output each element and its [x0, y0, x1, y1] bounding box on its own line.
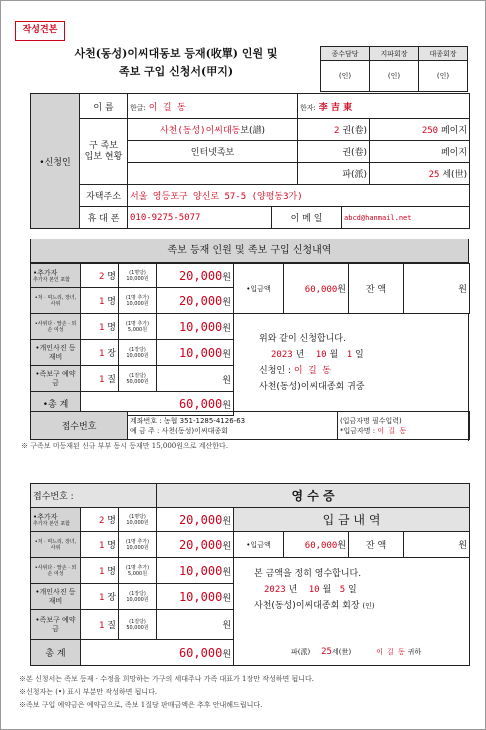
r-item-4-price-top: (1장당) — [129, 590, 146, 597]
r-item-2-price-top: (1명 추가) — [125, 538, 150, 545]
total-label: •총 계 — [31, 392, 81, 416]
deposit-label: •입금액 — [234, 264, 284, 314]
item-1-unit: 명 — [107, 272, 116, 282]
r-item-3-price-bot: 5,000원 — [127, 570, 148, 577]
account-label: 계좌번호 : — [130, 416, 162, 425]
r-item-1-count: 2 — [99, 516, 105, 526]
r-item-1-unit: 명 — [107, 516, 116, 526]
r-item-5-label: •족보구 예약금 — [31, 610, 81, 640]
r-item-1-amount: 20,000 — [178, 512, 223, 527]
r-item-2-count: 1 — [99, 541, 105, 551]
r-item-5-price-top: (1질당) — [129, 618, 146, 625]
request-day-unit: 일 — [355, 350, 364, 360]
receipt-sae: 25 — [321, 647, 332, 658]
r-item-1-price-top: (1명당) — [129, 513, 146, 520]
item-5-won: 원 — [222, 375, 231, 386]
request-day: 1 — [346, 350, 353, 360]
item-1-amount: 20,000 — [178, 268, 223, 283]
receipt-chair: 사천(동성)이씨대종회 회장 — [254, 601, 360, 611]
owned-label: 구 족보 입보 현황 — [80, 119, 128, 185]
applicant-section-label: •신청인 — [31, 94, 80, 229]
approval-header-3: 대종회장 — [419, 47, 468, 61]
owned-row-1-suffix: 보(譜) — [240, 126, 266, 136]
hangul-prefix: 한글: — [130, 103, 146, 112]
owned-row-3-pages-unit: 세(世) — [442, 170, 468, 180]
receipt-stamp: (인) — [362, 602, 375, 610]
r-item-3-amount: 10,000 — [178, 563, 223, 578]
total-amount: 60,000 — [178, 396, 223, 411]
item-1-sub: 추가자 본인 포함 — [33, 276, 70, 283]
owned-row-1-qty: 2 — [334, 126, 340, 136]
r-item-1-won: 원 — [222, 516, 232, 527]
item-4-won: 원 — [222, 349, 231, 360]
notes — [19, 673, 314, 712]
receipt-name: 이 길 동 — [376, 648, 405, 657]
approval-stamp-3: (인) — [419, 61, 468, 92]
r-item-3-price-top: (1명 추가) — [125, 564, 150, 571]
holder-value: 사천(동성)이씨대종회 — [161, 426, 228, 435]
r-item-5-count: 1 — [99, 621, 105, 631]
item-5-count: 1 — [99, 375, 105, 385]
depositor-name: 이 길 동 — [377, 426, 407, 435]
item-3-price-bot: 5,000원 — [127, 326, 148, 333]
r-item-4-won: 원 — [222, 593, 232, 604]
receipt-month: 10 — [308, 585, 320, 595]
r-balance-label: 잔 액 — [349, 532, 404, 558]
note-1: ※본 신청서는 족보 등재 · 수정을 희망하는 가구의 세대주나 가족 대표가 1장만 작성하면 됩니다. — [19, 675, 315, 683]
owned-row-1-title: 사천(동성)이씨대동 — [159, 126, 241, 136]
receipt-table — [30, 483, 470, 666]
name-hanja: 李 吉 東 — [318, 102, 353, 113]
item-3-amount: 10,000 — [178, 319, 223, 334]
item-2-label: •처 · 며느리, 장녀, 사위 — [31, 288, 81, 314]
item-4-label: •개인사진 등재비 — [31, 340, 81, 366]
item-1-label: •추가자 — [33, 268, 58, 277]
item-5-label: •족보구 예약금 — [31, 366, 81, 392]
r-item-5-unit: 질 — [107, 621, 116, 631]
owned-row-2-suffix: 인터넷족보 — [128, 141, 298, 163]
item-3-unit: 명 — [107, 323, 116, 333]
item-4-price-bot: 10,000원 — [126, 352, 149, 359]
owned-row-3-qty-unit: 파(派) — [298, 163, 370, 185]
name-hangul: 이 길 동 — [148, 102, 186, 113]
item-1-price-bot: 10,000원 — [126, 275, 149, 282]
r-item-3-count: 1 — [99, 567, 105, 577]
addressee: 사천(동성)이씨대종회 귀중 — [259, 382, 365, 392]
request-year: 2023 — [271, 350, 293, 360]
item-3-label: •사위다 · 딸손 · 외손 여성 — [31, 314, 81, 340]
signer-label: 신청인 : — [259, 366, 291, 376]
receipt-total-label: 총 계 — [31, 640, 81, 666]
item-5-price-top: (1질당) — [129, 372, 146, 379]
item-2-price-top: (1명 추가) — [125, 294, 150, 301]
r-item-2-amount: 20,000 — [178, 537, 223, 552]
receipt-year: 2023 — [264, 585, 286, 595]
r-item-1-label: •추가자 — [33, 512, 58, 521]
request-text-block — [259, 331, 365, 395]
owned-row-2-qty-unit: 권(卷) — [298, 141, 370, 163]
r-deposit-amount: 60,000 — [304, 541, 338, 551]
r-item-1-sub: 추가자 본인 포함 — [33, 520, 70, 527]
item-4-amount: 10,000 — [178, 345, 223, 360]
r-item-3-label: •사위다 · 딸손 · 외손 여성 — [31, 558, 81, 584]
r-item-2-unit: 명 — [107, 541, 116, 551]
account-value: 농협 351-1285-4126-63 — [163, 416, 246, 425]
request-month-unit: 월 — [329, 350, 339, 360]
depositor-label: *입금자명 : — [340, 426, 376, 435]
item-4-price-top: (1장당) — [129, 346, 146, 353]
item-5-unit: 질 — [107, 375, 116, 385]
receipt-year-unit: 년 — [288, 585, 298, 595]
receipt-day-unit: 일 — [348, 585, 357, 595]
item-2-price-bot: 10,000원 — [126, 300, 149, 307]
owned-row-1-pages-unit: 페이지 — [440, 126, 468, 136]
receipt-pa-label: 파(派) — [291, 648, 311, 657]
receipt-text: 본 금액을 정히 영수합니다. — [254, 569, 362, 579]
item-2-won: 원 — [222, 297, 231, 308]
r-deposit-label: •입금액 — [234, 532, 284, 558]
bank-table — [30, 411, 470, 440]
approval-stamp-2: (인) — [370, 61, 419, 92]
r-item-1-price-bot: 10,000원 — [126, 519, 149, 526]
receipt-month-unit: 월 — [322, 585, 332, 595]
receipt-name-suffix: 귀하 — [407, 648, 422, 657]
title-line-1: 사천(동성)이씨대동보 등재(收單) 인원 및 — [74, 47, 278, 60]
r-item-5-price-bot: 50,000원 — [126, 624, 149, 631]
owned-row-2-pages-unit: 페이지 — [370, 141, 470, 163]
item-4-unit: 장 — [107, 349, 116, 359]
note-3: ※족보 구입 예약금은 예약금으로, 족보 1질당 판매금액은 추후 안내해드립니다. — [19, 701, 263, 709]
item-2-count: 1 — [99, 297, 105, 307]
deposit-won: 원 — [337, 285, 346, 295]
r-item-3-won: 원 — [222, 567, 232, 578]
bank-note: (입금자명 필수입력) — [340, 416, 402, 425]
item-1-won: 원 — [222, 272, 231, 283]
signer-name: 이 길 동 — [293, 366, 331, 376]
item-1-count: 2 — [99, 272, 105, 282]
item-5-price-bot: 50,000원 — [126, 378, 149, 385]
deposit-table — [233, 263, 470, 314]
section-title: 족보 등재 인원 및 족보 구입 신청내역 — [30, 239, 469, 263]
item-3-price-top: (1명 추가) — [125, 320, 150, 327]
r-item-2-label: •처 · 며느리, 장녀, 사위 — [31, 532, 81, 558]
r-item-4-amount: 10,000 — [178, 589, 223, 604]
item-1-price-top: (1명당) — [129, 269, 146, 276]
r-item-4-count: 1 — [99, 593, 105, 603]
receipt-total-amount: 60,000 — [178, 645, 223, 660]
owned-row-1-qty-unit: 권(卷) — [342, 126, 368, 136]
owned-row-3-pages: 25 — [428, 170, 440, 180]
approval-header-2: 지파회장 — [370, 47, 419, 61]
hanja-prefix: 한자: — [300, 103, 316, 112]
address-label: 자택주소 — [80, 185, 128, 207]
deposit-amount: 60,000 — [304, 285, 338, 295]
r-item-2-price-bot: 10,000원 — [126, 544, 149, 551]
phone-value: 010-9275-5077 — [128, 207, 272, 229]
request-year-unit: 년 — [295, 350, 305, 360]
applicant-table — [30, 93, 470, 229]
name-label: 이 름 — [80, 94, 128, 119]
email-value: abcd@hanmail.net — [342, 207, 470, 229]
receipt-title: 영 수 증 — [157, 484, 470, 508]
approval-header-1: 종수담당 — [321, 47, 370, 61]
receipt-total-won: 원 — [222, 649, 232, 660]
footnote-1: ※ 구족보 미등재된 신규 부부 동시 등재만 15,000원으로 계산한다. — [21, 442, 229, 450]
note-2: ※신청자는 (•) 표시 부분만 작성하면 됩니다. — [19, 688, 158, 696]
form-title — [31, 45, 321, 81]
r-balance-won: 원 — [404, 532, 470, 558]
approval-table — [320, 46, 468, 92]
r-item-5-won: 원 — [222, 621, 232, 631]
receipt-sae-unit: 세(世) — [331, 648, 352, 657]
title-line-2: 족보 구입 신청서(甲지) — [118, 65, 234, 78]
item-3-won: 원 — [222, 323, 231, 334]
receipt-day: 5 — [339, 585, 346, 595]
owned-row-1-pages: 250 — [421, 126, 439, 136]
item-4-count: 1 — [99, 349, 105, 359]
sample-badge: 작성견본 — [15, 21, 65, 41]
address-value: 서울 영등포구 양신로 57-5 (양평동3가) — [128, 185, 470, 207]
r-deposit-won: 원 — [337, 541, 347, 551]
item-3-count: 1 — [99, 323, 105, 333]
request-month: 10 — [315, 350, 327, 360]
request-text: 위와 같이 신청합니다. — [259, 334, 346, 344]
items-table — [30, 263, 234, 416]
receipt-deposit-header: 입 금 내 역 — [234, 508, 470, 532]
approval-stamp-1: (인) — [321, 61, 370, 92]
r-item-2-won: 원 — [222, 541, 232, 552]
holder-label: 예 금 주 : — [130, 426, 160, 435]
balance-label: 잔 액 — [349, 264, 404, 314]
balance-won: 원 — [404, 264, 470, 314]
receipt-no-label-2: 접수번호 : — [31, 484, 157, 508]
email-label: 이 메 일 — [272, 207, 342, 229]
r-item-4-unit: 장 — [107, 593, 116, 603]
item-2-unit: 명 — [107, 297, 116, 307]
receipt-no-label: 접수번호 — [31, 412, 128, 440]
total-won: 원 — [222, 400, 231, 411]
r-item-3-unit: 명 — [107, 567, 116, 577]
r-item-4-label: •개인사진 등재비 — [31, 584, 81, 610]
r-item-4-price-bot: 10,000원 — [126, 596, 149, 603]
phone-label: 휴 대 폰 — [80, 207, 128, 229]
item-2-amount: 20,000 — [178, 293, 223, 308]
